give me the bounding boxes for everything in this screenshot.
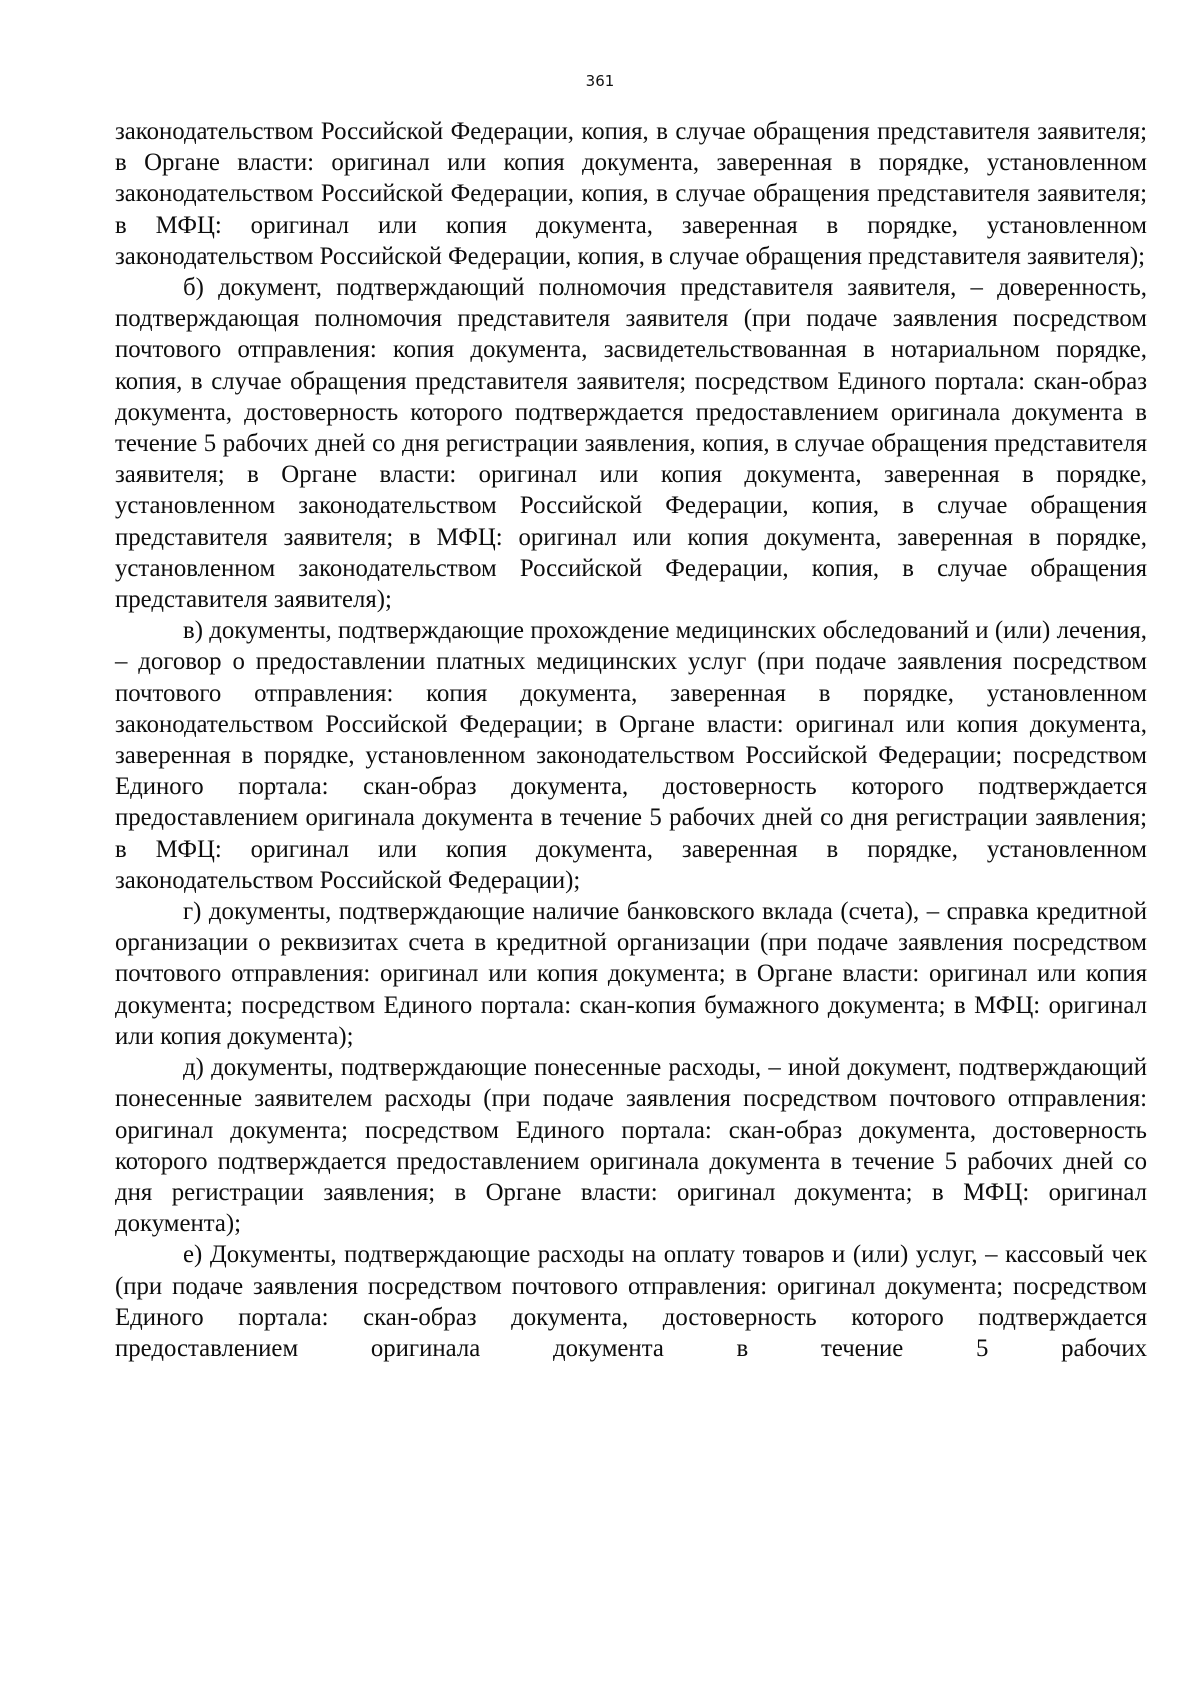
paragraph-item-g: г) документы, подтверждающие наличие банковского вклада (счета), – справка кредитной организации о реквизитах счета в кредитной организации (при подаче заявления посредством почтового отправления: оригинал или копия документа; в Органе власти: оригинал или копия документа; посредством Единого портала: скан-копия бумажного документа; в МФЦ: оригинал или копия документа);	[115, 898, 1147, 1050]
document-body	[115, 116, 1147, 1364]
page-number: 361	[585, 72, 615, 90]
paragraph-continuation: законодательством Российской Федерации, копия, в случае обращения представителя заявителя; в Органе власти: оригинал или копия документа, заверенная в порядке, установленном законодательством Российской Федерации, копия, в случае обращения представителя заявителя; в МФЦ: оригинал или копия документа, заверенная в порядке, установленном законодательством Российской Федерации, копия, в случае обращения представителя заявителя);	[115, 118, 1147, 270]
paragraph-item-v: в) документы, подтверждающие прохождение медицинских обследований и (или) лечения, – договор о предоставлении платных медицинских услуг (при подаче заявления посредством почтового отправления: копия документа, заверенная в порядке, установленном законодательством Российской Федерации; в Органе власти: оригинал или копия документа, заверенная в порядке, установленном законодательством Российской Федерации; посредством Единого портала: скан-образ документа, достоверность которого подтверждается предоставлением оригинала документа в течение 5 рабочих дней со дня регистрации заявления; в МФЦ: оригинал или копия документа, заверенная в порядке, установленном законодательством Российской Федерации);	[115, 617, 1147, 894]
paragraph-item-d: д) документы, подтверждающие понесенные расходы, – иной документ, подтверждающий понесенные заявителем расходы (при подаче заявления посредством почтового отправления: оригинал документа; посредством Единого портала: скан-образ документа, достоверность которого подтверждается предоставлением оригинала документа в течение 5 рабочих дней со дня регистрации заявления; в Органе власти: оригинал документа; в МФЦ: оригинал документа);	[115, 1054, 1147, 1238]
paragraph-item-e: е) Документы, подтверждающие расходы на оплату товаров и (или) услуг, – кассовый чек (при подаче заявления посредством почтового отправления: оригинал документа; посредством Единого портала: скан-образ документа, достоверность которого подтверждается предоставлением оригинала документа в течение 5 рабочих	[115, 1241, 1147, 1362]
paragraph-item-b: б) документ, подтверждающий полномочия представителя заявителя, – доверенность, подтверждающая полномочия представителя заявителя (при подаче заявления посредством почтового отправления: копия документа, засвидетельствованная в нотариальном порядке, копия, в случае обращения представителя заявителя; посредством Единого портала: скан-образ документа, достоверность которого подтверждается предоставлением оригинала документа в течение 5 рабочих дней со дня регистрации заявления, копия, в случае обращения представителя заявителя; в Органе власти: оригинал или копия документа, заверенная в порядке, установленном законодательством Российской Федерации, копия, в случае обращения представителя заявителя; в МФЦ: оригинал или копия документа, заверенная в порядке, установленном законодательством Российской Федерации, копия, в случае обращения представителя заявителя);	[115, 274, 1147, 614]
